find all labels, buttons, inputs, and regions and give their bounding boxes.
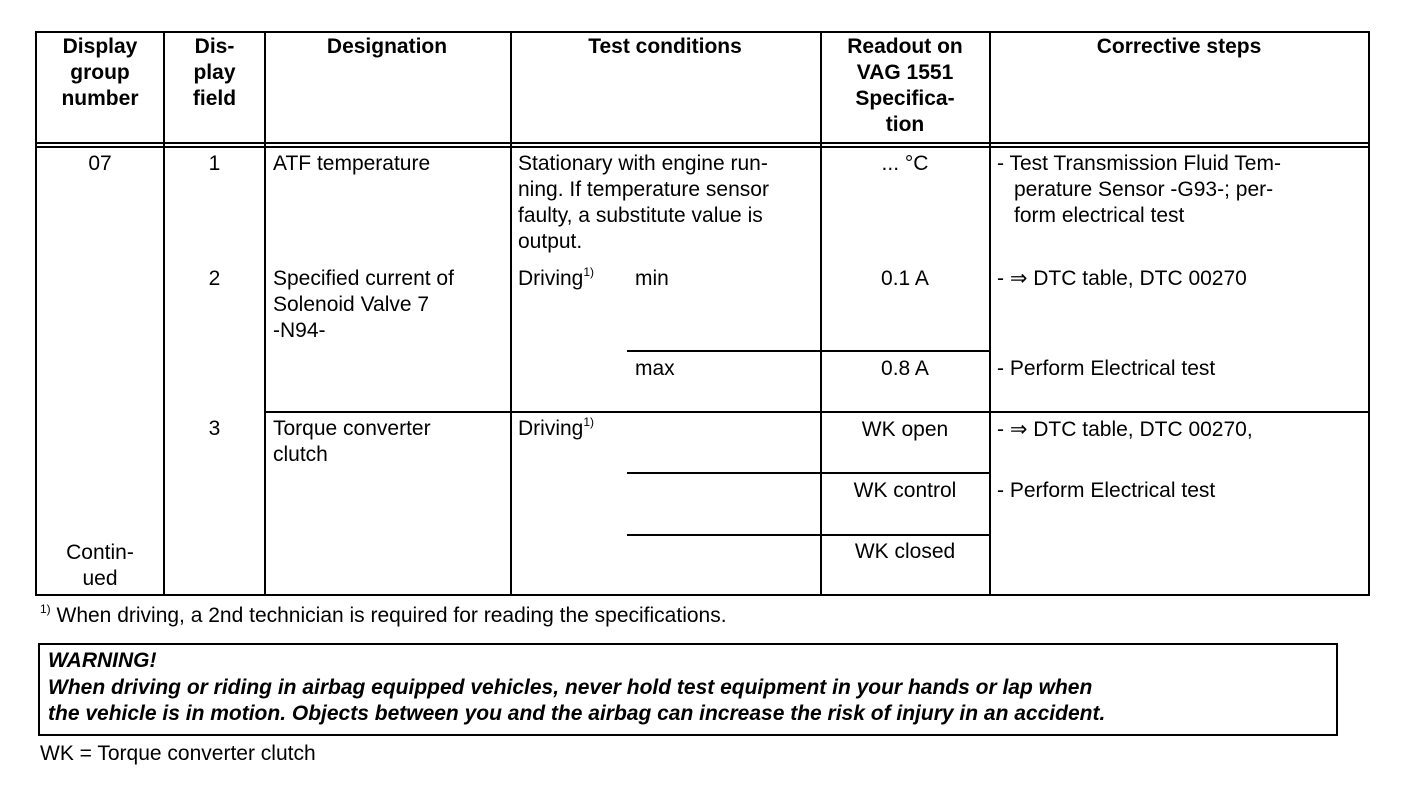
text-line: Stationary with engine run-: [518, 152, 768, 175]
test-conditions: [518, 151, 769, 255]
readout: 0.8 A: [881, 357, 929, 380]
text-line: Solenoid Valve 7: [273, 293, 430, 316]
footnote-mark: 1): [40, 602, 51, 616]
condition-text: Driving: [518, 417, 584, 440]
header-divider: [35, 142, 1368, 144]
header-text: Dis-: [194, 35, 235, 58]
text-line: Torque converter: [273, 417, 431, 440]
designation: [273, 266, 454, 344]
header-test-conditions: Test conditions: [588, 35, 742, 58]
footnote: [40, 603, 727, 629]
text-line: -N94-: [273, 319, 326, 342]
sub-condition-max: max: [635, 357, 675, 380]
text-line: - Test Transmission Fluid Tem-: [997, 152, 1281, 175]
readout: WK closed: [854, 540, 956, 563]
header-text: Readout on: [847, 35, 963, 58]
header-text: Specifica-: [855, 87, 955, 110]
corrective-step: - Perform Electrical test: [997, 357, 1216, 380]
designation: ATF temperature: [273, 152, 431, 175]
header-text: play: [193, 61, 236, 84]
row-line: [627, 534, 990, 536]
corrective-step: - ⇒ DTC table, DTC 00270,: [997, 418, 1253, 441]
header-designation: Designation: [326, 35, 448, 58]
col-line: [510, 31, 512, 594]
sub-condition-min: min: [635, 267, 669, 290]
header-text: tion: [885, 113, 925, 136]
col-line: [163, 31, 165, 594]
warning-line: When driving or riding in airbag equipped vehicles, never hold test equipment in your hands or lap when: [48, 676, 1093, 699]
header-corrective: Corrective steps: [1096, 35, 1262, 58]
corrective-step: - ⇒ DTC table, DTC 00270: [997, 267, 1247, 290]
header-text: group: [70, 61, 130, 84]
warning-title: WARNING!: [48, 649, 157, 672]
header-divider-2: [35, 146, 1368, 148]
abbreviation-note: WK = Torque converter clutch: [40, 742, 316, 765]
readout: WK control: [853, 479, 957, 502]
table-border: [35, 31, 1370, 596]
header-readout: [820, 34, 990, 138]
corrective-step: [997, 151, 1281, 229]
row-line: [627, 472, 990, 474]
footnote-ref: 1): [583, 265, 595, 279]
text-line: clutch: [273, 443, 328, 466]
continued-label: [35, 540, 165, 592]
condition-text: Driving: [518, 267, 584, 290]
test-condition: [518, 416, 594, 442]
text-line: output.: [518, 230, 583, 253]
continued-text: ued: [82, 567, 118, 590]
header-group: [35, 34, 165, 112]
continued-text: Contin-: [66, 541, 134, 564]
readout: 0.1 A: [881, 267, 929, 290]
col-line: [264, 31, 266, 594]
warning-box: [38, 643, 1338, 736]
header-text: VAG 1551: [856, 61, 954, 84]
field-number: 3: [208, 417, 221, 440]
row-line: [627, 350, 990, 352]
field-number: 2: [208, 267, 221, 290]
text-line: Specified current of: [273, 267, 454, 290]
header-text: field: [192, 87, 237, 110]
warning-line: the vehicle is in motion. Objects between you and the airbag can increase the risk of injury in an accident.: [48, 702, 1106, 725]
field-number: 1: [208, 152, 221, 175]
header-field: [163, 34, 266, 112]
readout: WK open: [861, 418, 949, 441]
text-line: faulty, a substitute value is: [518, 204, 763, 227]
footnote-ref: 1): [583, 415, 595, 429]
header-text: number: [61, 87, 139, 110]
readout: ... °C: [881, 152, 929, 175]
text-line: ning. If temperature sensor: [518, 178, 769, 201]
corrective-step: - Perform Electrical test: [997, 479, 1216, 502]
test-condition: [518, 266, 594, 292]
footnote-text: When driving, a 2nd technician is required for reading the specifications.: [50, 604, 727, 627]
group-number: 07: [88, 152, 112, 175]
text-line: form electrical test: [1014, 204, 1185, 227]
designation: [273, 416, 431, 468]
header-text: Display: [62, 35, 138, 58]
row-line: [264, 411, 1368, 413]
text-line: perature Sensor -G93-; per-: [1014, 178, 1274, 201]
